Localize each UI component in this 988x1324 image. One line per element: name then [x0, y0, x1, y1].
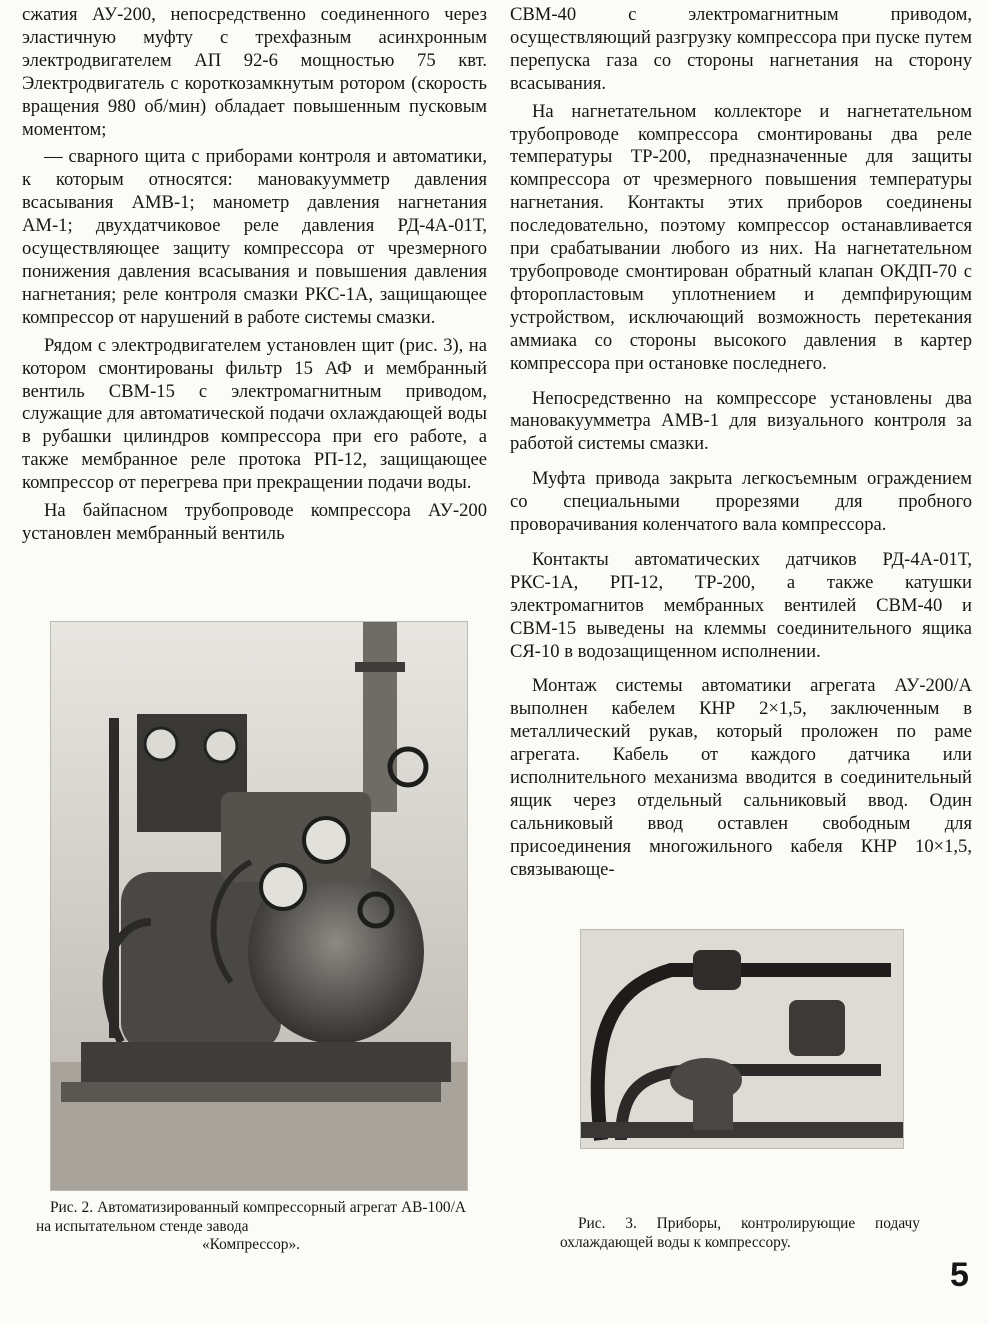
paragraph: Контакты автоматических датчиков РД-4А-01Т, РКС-1А, РП-12, ТР-200, а также катушки электромагнитов мембранных вентилей СВМ-40 и СВМ-15 выведены на клеммы соединительного ящика СЯ-10 в водозащищенном исполнении. — [510, 548, 972, 662]
water-control-illustration — [581, 930, 903, 1148]
paragraph: На нагнетательном коллекторе и нагнетательном трубопроводе компрессора смонтированы два реле температуры ТР-200, предназначенные для защиты компрессора от чрезмерного повышения температуры нагнетания. Контакты этих приборов соединены последовательно, поэтому компрессор останавливается при срабатывании любого из них. На нагнетательном трубопроводе смонтирован обратный клапан ОКДП-70 с фторопластовым уплотнением и демпфирующим устройством, исключающий возможность перетекания аммиака со стороны высокого давления в картер компрессора при остановке последнего. — [510, 100, 972, 374]
right-column — [510, 4, 972, 887]
left-column — [22, 4, 487, 551]
figure-3-caption — [560, 1215, 920, 1252]
caption-text: Рис. 2. Автоматизированный компрессорный агрегат АВ-100/А на испытательном стенде завода — [36, 1199, 466, 1235]
paragraph: — сварного щита с приборами контроля и автоматики, к которым относятся: мановакуумметр давления всасывания АМВ-1; манометр давления нагнетания АМ-1; двухдатчиковое реле давления РД-4А-01Т, осуществляющее защиту компрессора от чрезмерного понижения давления всасывания и повышения давления нагнетания; реле контроля смазки РКС-1А, защищающее компрессор от нарушений в работе системы смазки. — [22, 146, 487, 328]
paragraph: Монтаж системы автоматики агрегата АУ-200/А выполнен кабелем КНР 2×1,5, заключенным в металлический рукав, который проложен по раме агрегата. Кабель от каждого датчика или исполнительного механизма вводится в соединительный ящик через отдельный сальниковый ввод. Один сальниковый ввод оставлен свободным для присоединения многожильного кабеля КНР 10×1,5, связывающе- — [510, 675, 972, 880]
paragraph: Муфта привода закрыта легкосъемным ограждением со специальными прорезями для пробного проворачивания коленчатого вала компрессора. — [510, 468, 972, 536]
paragraph: Рядом с электродвигателем установлен щит (рис. 3), на котором смонтированы фильтр 15 АФ и мембранный вентиль СВМ-15 с электромагнитным приводом, служащие для автоматической подачи охлаждающей воды в рубашки цилиндров компрессора при его работе, а также мембранное реле протока РП-12, защищающее компрессор от перегрева при прекращении подачи воды. — [22, 334, 487, 494]
figure-3-water-control-photo — [580, 929, 904, 1149]
paragraph: сжатия АУ-200, непосредственно соединенного через эластичную муфту с трехфазным асинхронным электродвигателем АП 92-6 мощностью 75 квт. Электродвигатель с короткозамкнутым ротором (скорость вращения 980 об/мин) обладает повышенным пусковым моментом; — [22, 4, 487, 140]
figure-2-caption — [36, 1199, 466, 1255]
caption-text: Рис. 3. Приборы, контролирующие подачу охлаждающей воды к компрессору. — [560, 1215, 920, 1251]
figure-2-compressor-photo — [50, 621, 468, 1191]
paragraph: Непосредственно на компрессоре установлены два мановакуумметра АМВ-1 для визуального контроля за работой системы смазки. — [510, 387, 972, 455]
paragraph: СВМ-40 с электромагнитным приводом, осуществляющий разгрузку компрессора при пуске путем перепуска газа со стороны нагнетания на сторону всасывания. — [510, 4, 972, 94]
compressor-illustration — [51, 622, 467, 1190]
paragraph: На байпасном трубопроводе компрессора АУ-200 установлен мембранный вентиль — [22, 500, 487, 544]
caption-text-end: «Компрессор». — [201, 1236, 301, 1253]
page-number: 5 — [950, 1256, 969, 1294]
